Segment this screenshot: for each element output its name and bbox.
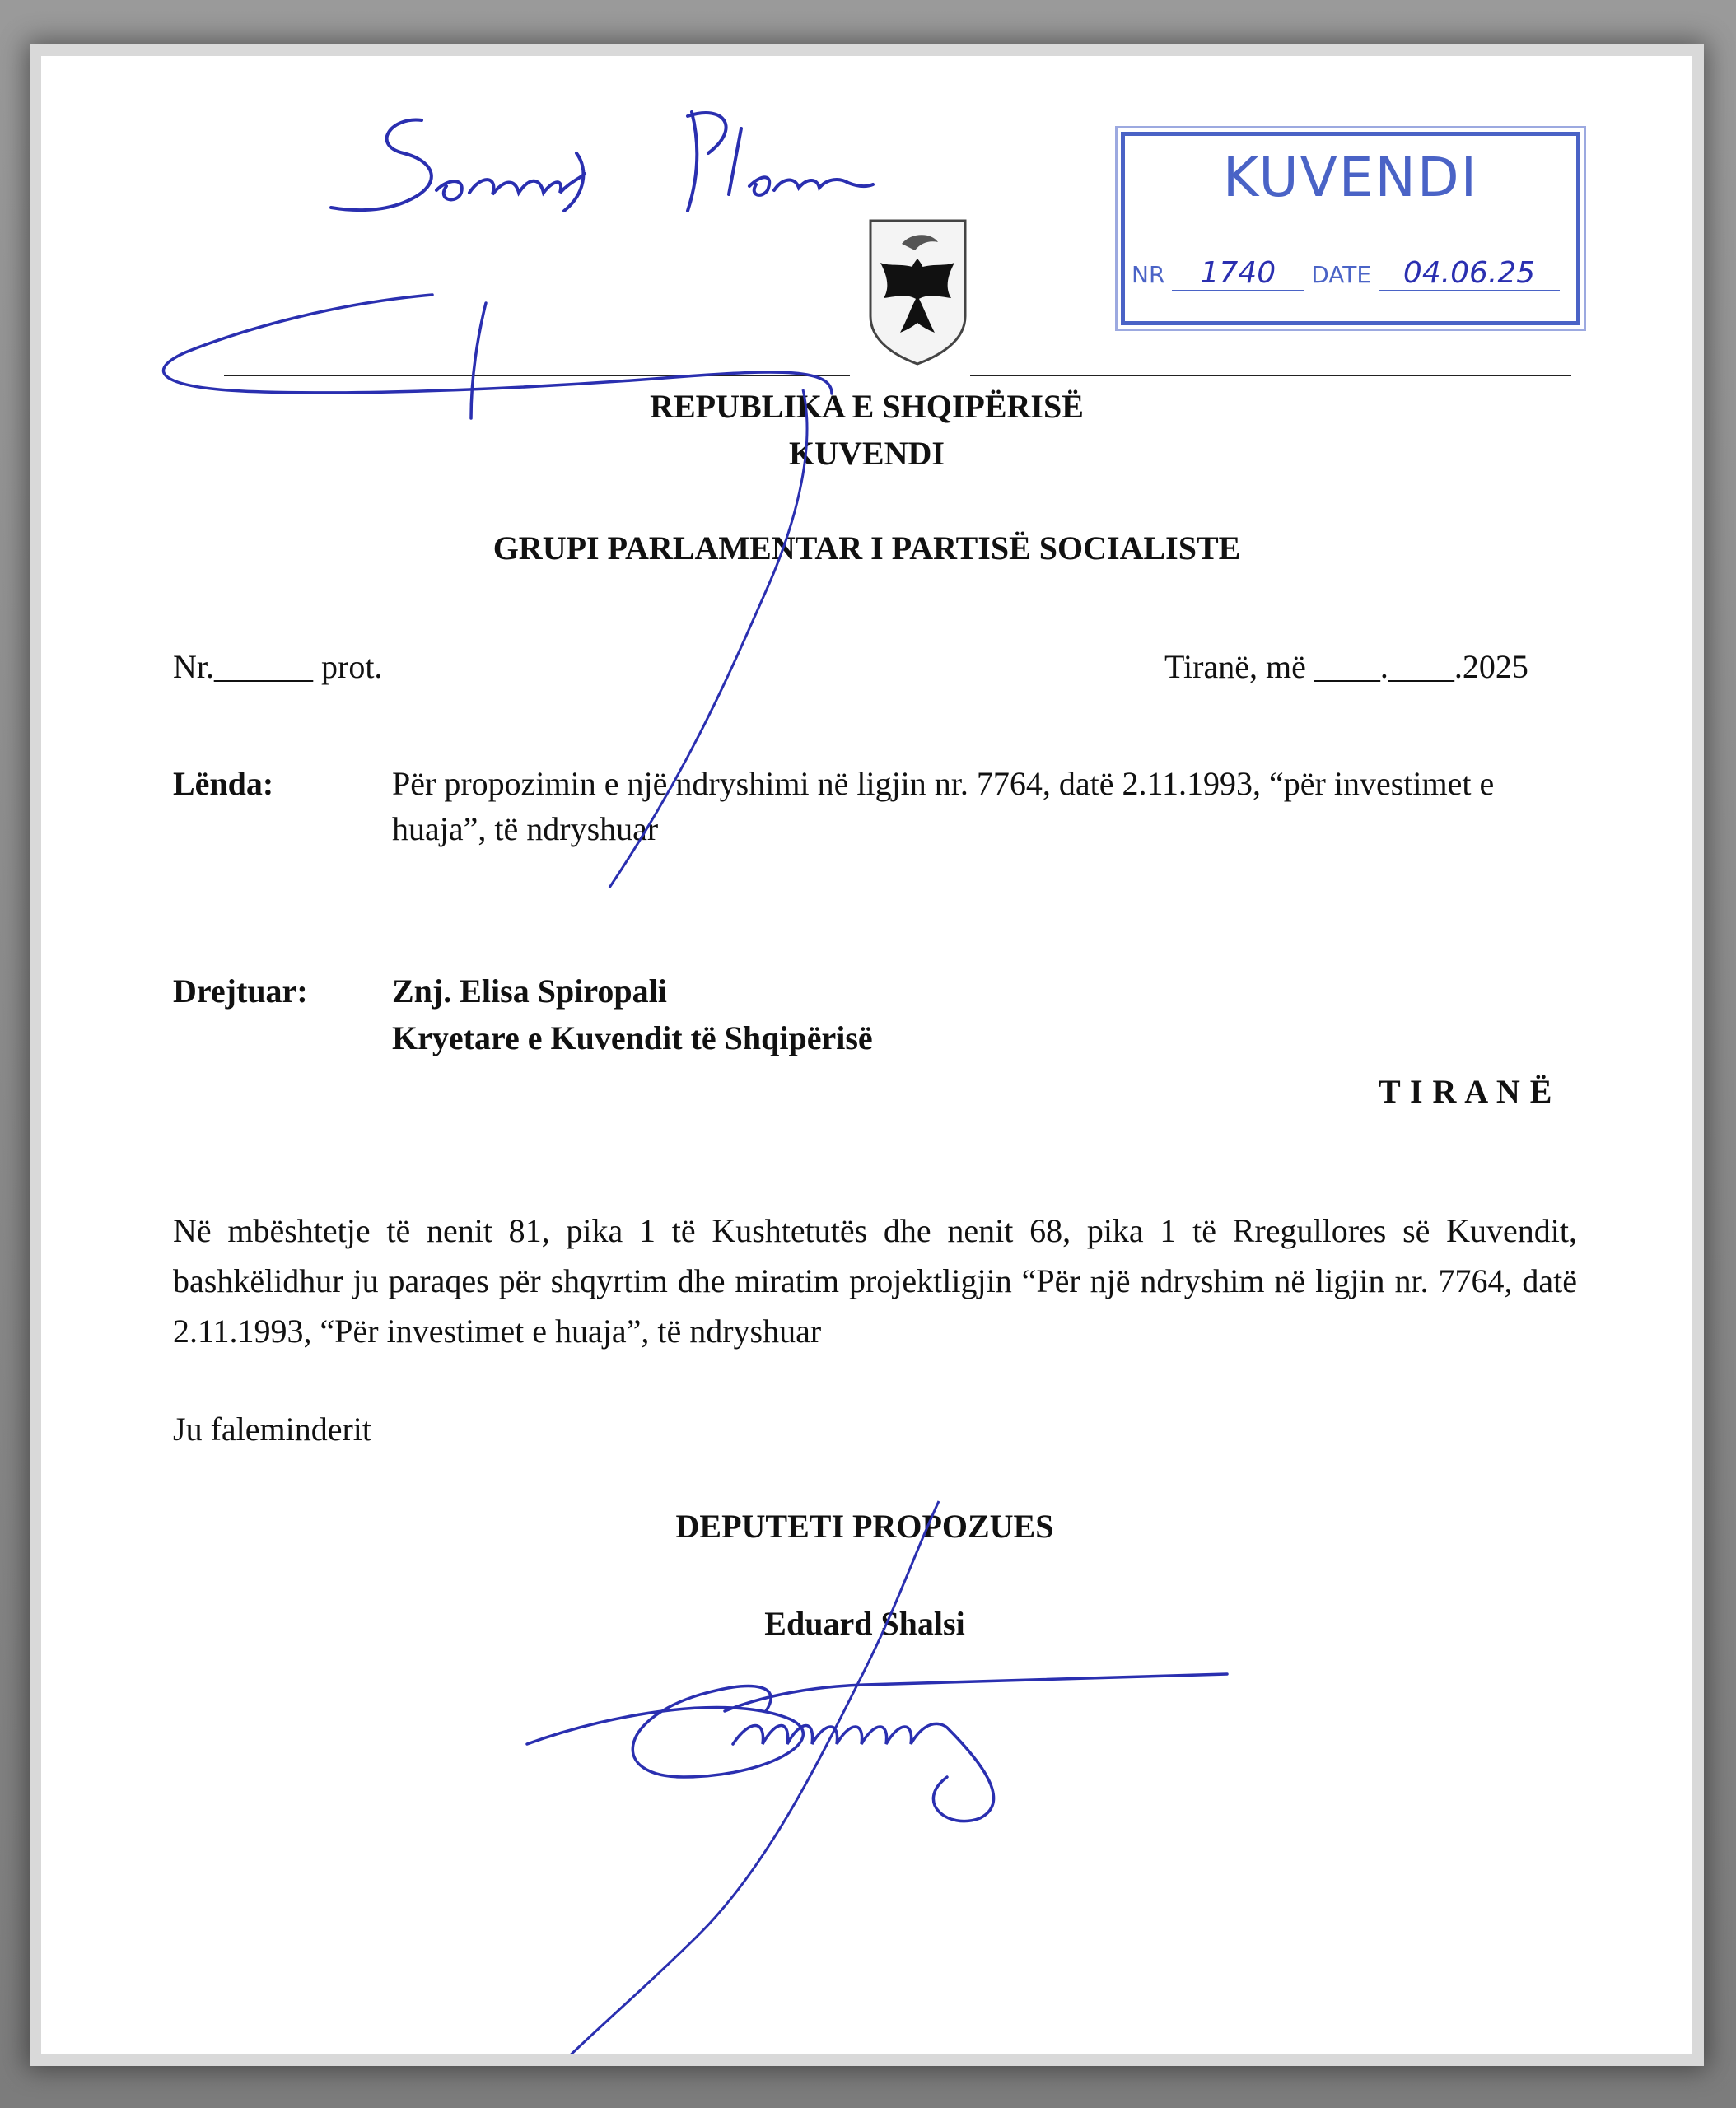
stamp-title: KUVENDI [1222,146,1479,209]
signature-name: Eduard Shalsi [764,1605,965,1642]
subject-label: Lënda: [173,765,274,802]
addressee-name: Znj. Elisa Spiropali [392,972,667,1010]
addressee-city: T I R A N Ë [1379,1073,1553,1110]
closing-text: Ju faleminderit [173,1411,372,1448]
header-rule-right [970,375,1571,376]
signature-role: DEPUTETI PROPOZUES [675,1508,1054,1545]
protocol-number: Nr.______ prot. [173,648,383,685]
header-republic: REPUBLIKA E SHQIPËRISË [650,388,1084,425]
albanian-coat-of-arms-icon [866,217,970,367]
addressee-label: Drejtuar: [173,972,308,1010]
document-page [41,56,1692,2054]
subject-line-1: Për propozimin e një ndryshimi në ligjin nr. 7764, datë 2.11.1993, “për investimet e [392,765,1495,802]
document-date: Tiranë, më ____.____.2025 [1164,648,1528,685]
registry-stamp [1121,132,1580,325]
stamp-number-date-row [1132,256,1570,291]
stamp-date-label: DATE [1311,261,1372,288]
header-group: GRUPI PARLAMENTAR I PARTISË SOCIALISTE [492,529,1241,567]
subject-line-2: huaja”, të ndryshuar [392,810,659,847]
addressee-title: Kryetare e Kuvendit të Shqipërisë [392,1019,873,1056]
handwritten-note [313,96,906,277]
stamp-date-value: 04.06.25 [1379,256,1560,291]
header-rule-left [224,375,850,376]
deputy-signature [519,1662,1244,1843]
body-paragraph: Në mbështetje të nenit 81, pika 1 të Kushtetutës dhe nenit 68, pika 1 të Rregullores së Kuvendit, bashkëlidhur ju paraqes për shqyrtim dhe miratim projektligjin “Për një ndryshim në ligjin nr. 7764, datë 2.11.1993, “Për investimet e huaja”, të ndryshuar [173,1212,1577,1350]
stamp-nr-label: NR [1132,261,1165,288]
header-parliament: KUVENDI [789,435,945,472]
stamp-nr-value: 1740 [1172,256,1304,291]
